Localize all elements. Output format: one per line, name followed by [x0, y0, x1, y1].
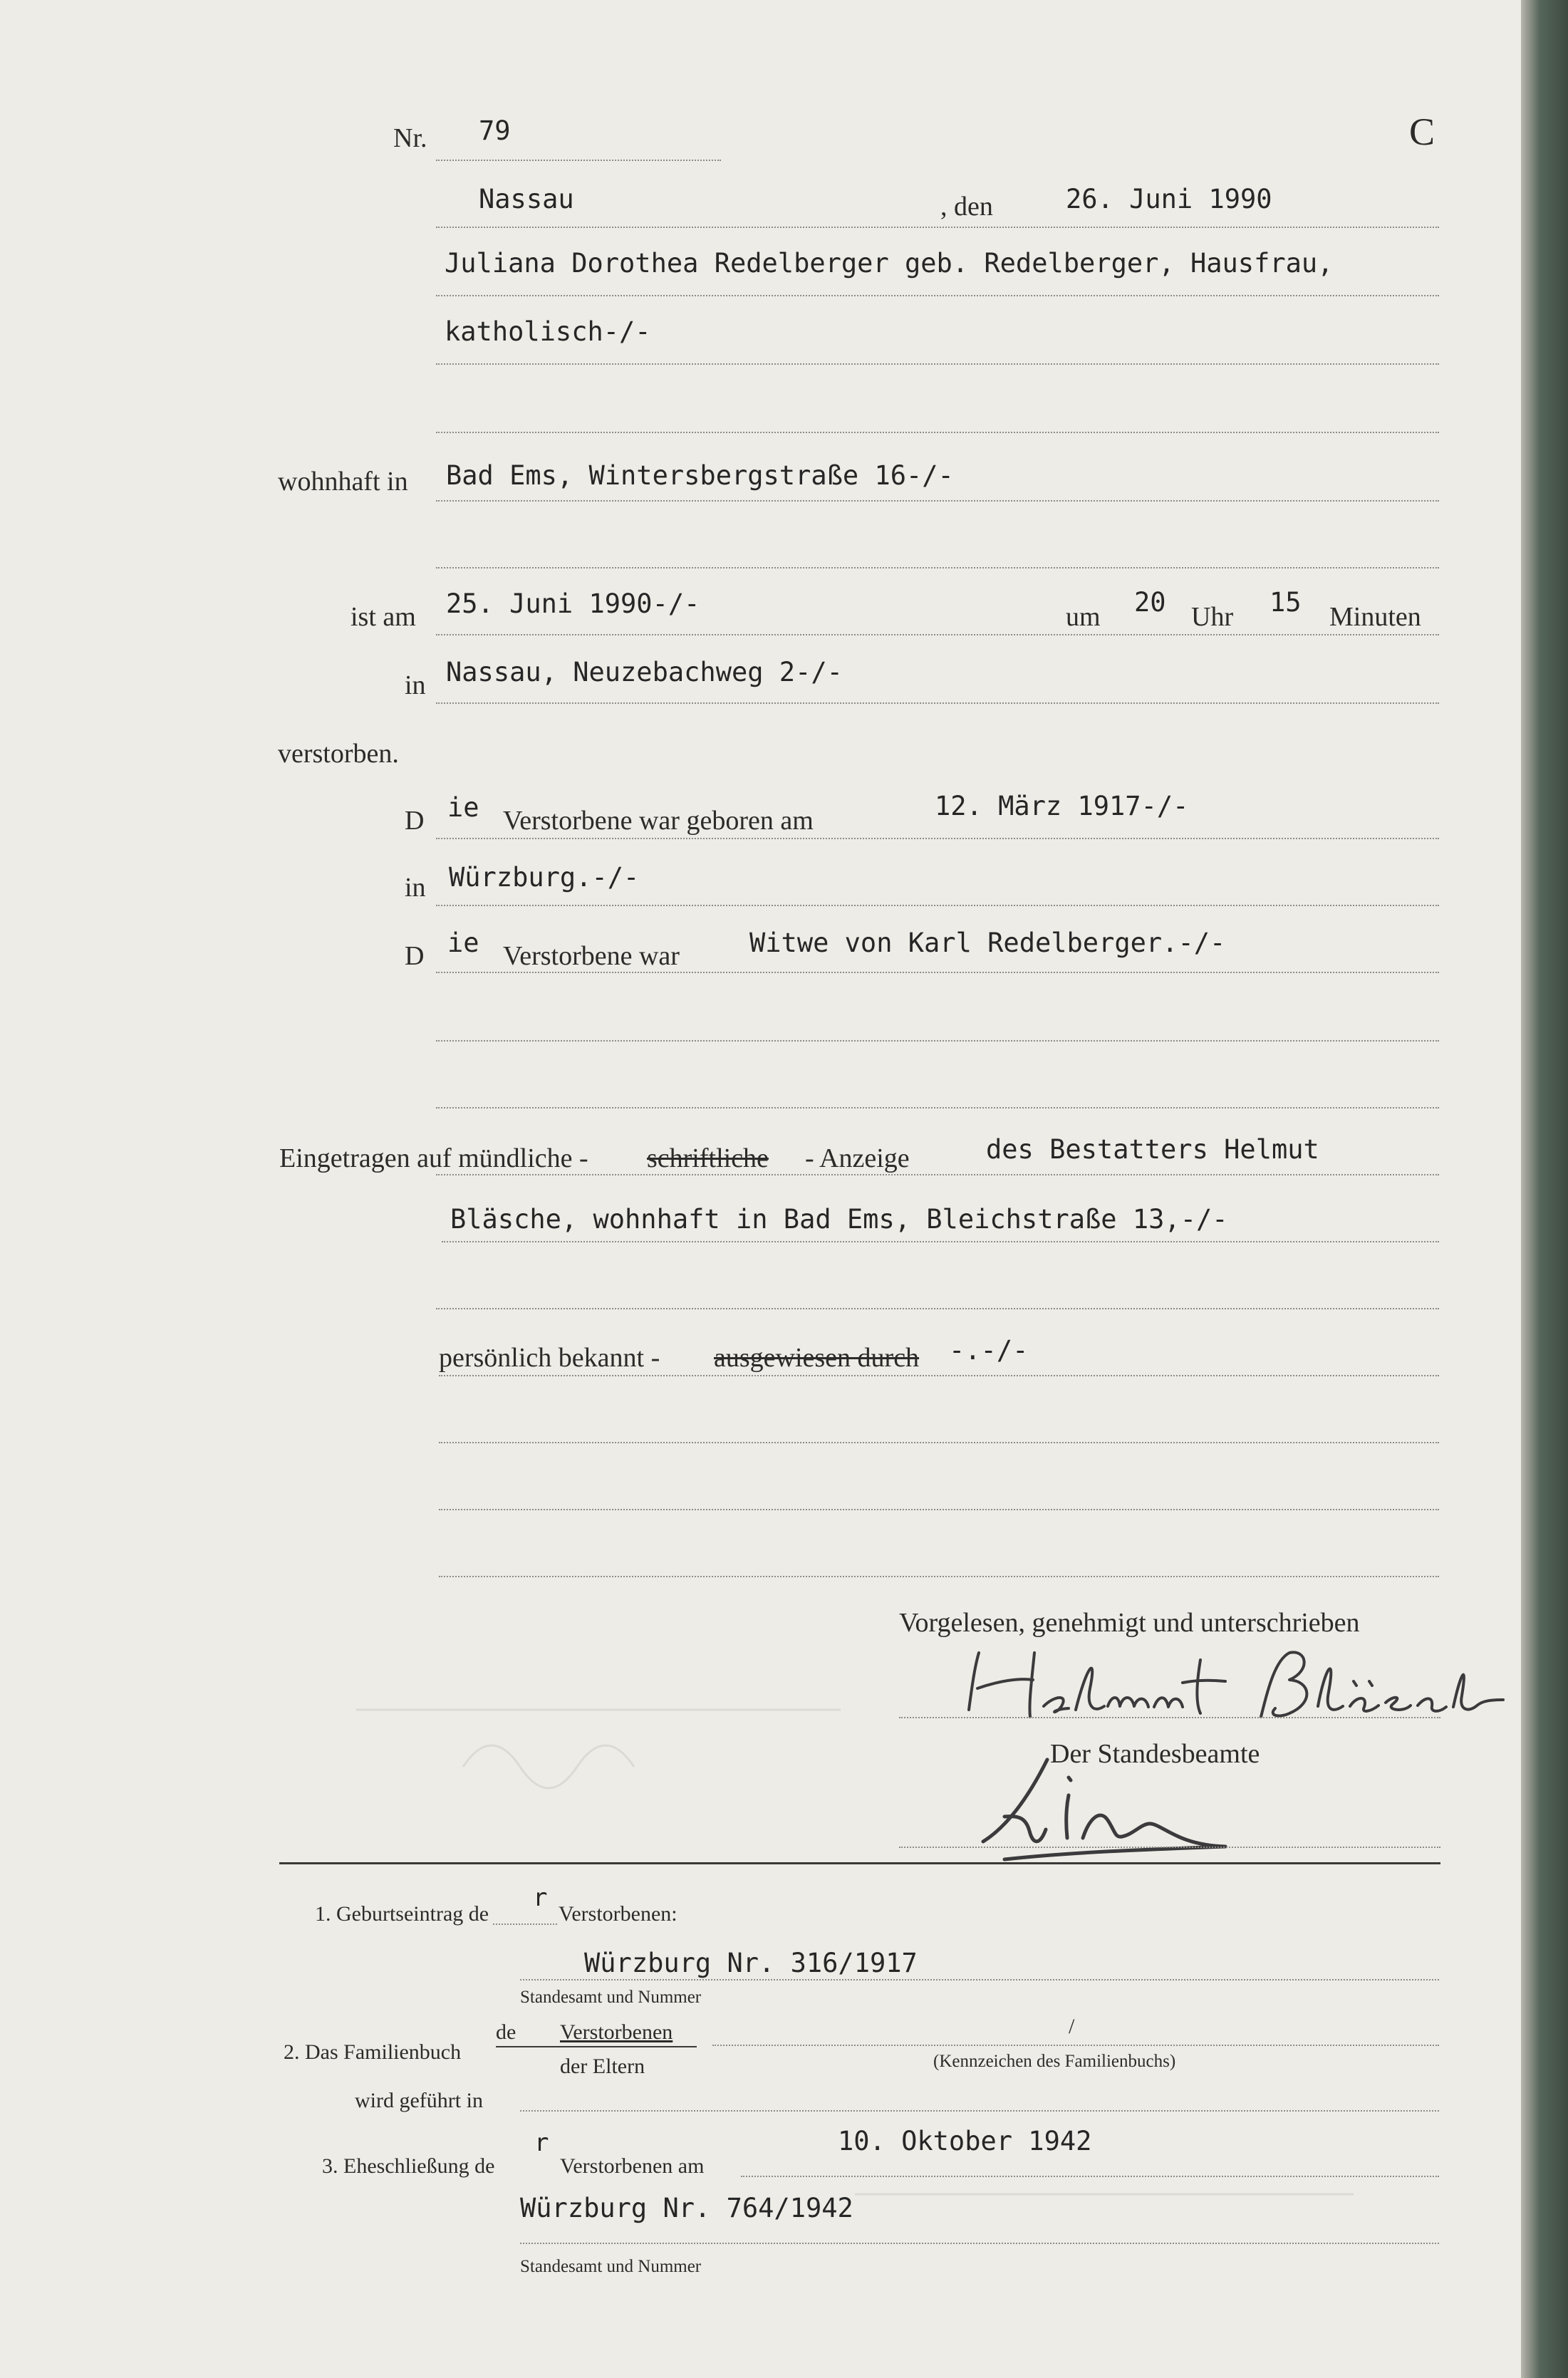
date-line: [436, 227, 1439, 228]
anzeige-label: - Anzeige: [805, 1143, 910, 1173]
item2-slash: /: [1069, 2015, 1075, 2038]
date-value: 26. Juni 1990: [1066, 184, 1272, 214]
place-value: Nassau: [479, 184, 574, 214]
blank-rule-8: [439, 1576, 1439, 1577]
vorgelesen-label: Vorgelesen, genehmigt und unterschrieben: [899, 1608, 1360, 1638]
item2-de: de: [496, 2020, 516, 2044]
death-date-rule: [436, 634, 1439, 635]
item3-label: 3. Eheschließung de: [322, 2154, 495, 2178]
blank-rule-2: [436, 567, 1439, 568]
item3-suffix: r: [534, 2129, 549, 2157]
signature-rule-1: [899, 1717, 1440, 1718]
blank-rule-4: [436, 1107, 1439, 1108]
standesamt-label-2: Standesamt und Nummer: [520, 2257, 702, 2276]
nr-line: [436, 160, 721, 161]
hour-value: 20: [1134, 587, 1166, 618]
signature-rule-2: [899, 1847, 1440, 1848]
in-label: in: [405, 670, 426, 700]
den-label: , den: [940, 192, 993, 222]
birth-date: 12. März 1917-/-: [935, 791, 1189, 821]
uhr-label: Uhr: [1191, 602, 1234, 632]
person-line2: katholisch-/-: [445, 316, 651, 347]
marriage-date-rule: [741, 2176, 1439, 2177]
bekannt-label: persönlich bekannt -: [439, 1343, 660, 1373]
standesbeamte-label: Der Standesbeamte: [1050, 1739, 1260, 1769]
marriage-date: 10. Oktober 1942: [838, 2126, 1092, 2156]
footer-divider: [279, 1862, 1440, 1864]
blank-rule-6: [439, 1442, 1439, 1443]
birth-date-rule: [436, 838, 1439, 839]
marriage-registry: Würzburg Nr. 764/1942: [520, 2193, 853, 2223]
book-edge: [1521, 0, 1568, 2378]
item3-label2: Verstorbenen am: [560, 2154, 705, 2178]
bekannt-rule: [439, 1375, 1439, 1376]
wird-label: wird geführt in: [355, 2089, 483, 2112]
death-place: Nassau, Neuzebachweg 2-/-: [446, 657, 843, 687]
eingetragen-label: Eingetragen auf mündliche -: [279, 1143, 588, 1173]
verstorben-label: verstorben.: [278, 739, 399, 769]
item1-blank: [493, 1923, 557, 1925]
blank-rule-1: [436, 432, 1439, 433]
informant-rule-1: [436, 1174, 1439, 1175]
minuten-label: Minuten: [1329, 602, 1421, 632]
ie-suffix-1: ie: [447, 792, 479, 823]
corner-letter: C: [1409, 110, 1435, 153]
wird-rule: [520, 2110, 1439, 2112]
blank-rule-3: [436, 1040, 1439, 1042]
person-line1: Juliana Dorothea Redelberger geb. Redelberger, Hausfrau,: [445, 248, 1334, 279]
bekannt-suffix: -.-/-: [949, 1335, 1029, 1366]
item2-label: 2. Das Familienbuch: [284, 2040, 462, 2064]
ie-suffix-2: ie: [447, 928, 479, 958]
item2-eltern: der Eltern: [560, 2055, 645, 2078]
item2-underline: [496, 2046, 697, 2047]
geboren-label: Verstorbene war geboren am: [503, 806, 814, 836]
nr-value: 79: [479, 115, 511, 146]
signature-official: [962, 1745, 1247, 1874]
wohnhaft-rule: [436, 500, 1439, 502]
kennzeichen-label: (Kennzeichen des Familienbuchs): [933, 2052, 1176, 2071]
blank-rule-5: [436, 1308, 1439, 1309]
d-letter-2: D: [405, 941, 425, 971]
um-label: um: [1066, 602, 1101, 632]
war-label: Verstorbene war: [503, 941, 680, 971]
ist-am-label: ist am: [351, 602, 416, 632]
marital-rule: [436, 972, 1439, 973]
informant-line2: Bläsche, wohnhaft in Bad Ems, Bleichstraße 13,-/-: [450, 1204, 1228, 1235]
birth-registry-rule: [520, 1979, 1439, 1980]
in-label-2: in: [405, 873, 426, 903]
marital-status: Witwe von Karl Redelberger.-/-: [749, 928, 1226, 958]
item1-label2: Verstorbenen:: [559, 1902, 677, 1926]
ausgewiesen-struck: ausgewiesen durch: [714, 1343, 920, 1373]
wohnhaft-label: wohnhaft in: [278, 467, 408, 497]
informant-line1: des Bestatters Helmut: [986, 1134, 1319, 1165]
d-letter-1: D: [405, 806, 425, 836]
standesamt-label-1: Standesamt und Nummer: [520, 1988, 702, 2007]
birth-registry: Würzburg Nr. 316/1917: [584, 1948, 918, 1978]
informant-rule-2: [442, 1241, 1439, 1242]
death-place-rule: [436, 702, 1439, 704]
schriftliche-struck: schriftliche: [647, 1143, 769, 1173]
item2-rule: [712, 2045, 1439, 2046]
person-line1-rule: [436, 295, 1439, 296]
marriage-registry-rule: [520, 2243, 1439, 2244]
nr-label: Nr.: [393, 123, 427, 153]
birth-place-rule: [436, 905, 1439, 906]
item2-verstorbenen: Verstorbenen: [560, 2020, 673, 2044]
death-date: 25. Juni 1990-/-: [446, 588, 700, 619]
item1-label: 1. Geburtseintrag de: [315, 1902, 489, 1926]
wohnhaft-value: Bad Ems, Wintersbergstraße 16-/-: [446, 460, 954, 491]
blank-rule-7: [439, 1509, 1439, 1510]
birth-place: Würzburg.-/-: [449, 862, 640, 893]
minutes-value: 15: [1270, 587, 1302, 618]
person-line2-rule: [436, 363, 1439, 365]
item1-suffix: r: [533, 1884, 548, 1912]
